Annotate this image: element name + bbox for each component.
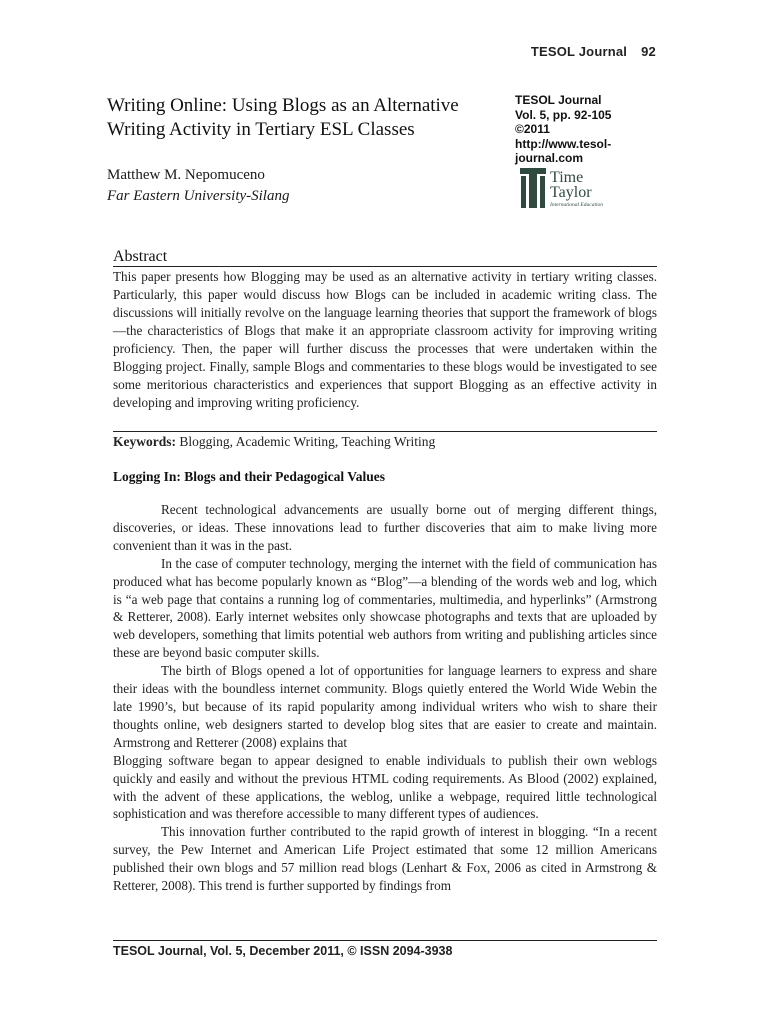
time-taylor-logo <box>519 166 631 210</box>
logo-text-taylor: Taylor <box>550 184 592 201</box>
journal-info-url-1: http://www.tesol- <box>515 136 612 151</box>
journal-info-url-2: journal.com <box>515 151 584 165</box>
running-head <box>531 44 656 59</box>
body-paragraph-2: In the case of computer technology, merging the internet with the field of communication has produced what has become popularly known as “Blog”—a blending of the words web and log, which is “a web page that contains a running log of commentaries, multimedia, and hyperlinks” (Armstrong & Retterer, 2008). Early internet websites only showcase photographs and texts that are uploaded by web developers, something that limits potential web authors from writing and publishing articles since these are beyond basic computer skills. <box>113 555 657 661</box>
paper-title: Writing Online: Using Blogs as an Alternative Writing Activity in Tertiary ESL Classes <box>107 95 459 140</box>
author-name: Matthew M. Nepomuceno <box>107 167 265 183</box>
abstract-heading: Abstract <box>113 248 168 265</box>
journal-info-volume: Vol. 5, pp. 92-105 <box>515 107 612 122</box>
journal-info <box>515 93 665 166</box>
body-paragraph-5: This innovation further contributed to the rapid growth of interest in blogging. “In a recent survey, the Pew Internet and American Life Project estimated that some 12 million Americans published their own blogs and 57 million read blogs (Lenhart & Fox, 2006 as cited in Armstrong & Retterer, 2008). This trend is further supported by findings from <box>113 824 657 894</box>
abstract-text: This paper presents how Blogging may be used as an alternative activity in tertiary writing classes. Particularly, this paper would discuss how Blogs can be included in academic writing class. The discussions will initially revolve on the language learning theories that support the framework of blogs—the characteristics of Blogs that make it an appropriate classroom activity for improving writing proficiency. Then, the paper will further discuss the processes that were undertaken within the Blogging project. Finally, sample Blogs and commentaries to these blogs would be investigated to see some meritorious characteristics and experiences that support Blogging as an effective activity in developing and improving writing proficiency. <box>113 269 657 410</box>
body-paragraph-1: Recent technological advancements are usually borne out of merging different things, discoveries, or ideas. These innovations lead to further discoveries that aim to make living more convenient than it was in the past. <box>113 502 657 553</box>
journal-info-name: TESOL Journal <box>515 93 602 107</box>
page-number: 92 <box>641 44 656 59</box>
body-text <box>113 501 657 895</box>
abstract-bottom-rule <box>113 431 657 432</box>
journal-info-year: ©2011 <box>515 122 550 136</box>
keywords-label: Keywords: <box>113 434 176 449</box>
running-head-journal: TESOL Journal <box>530 44 628 59</box>
footer-rule <box>113 940 657 941</box>
body-paragraph-3: The birth of Blogs opened a lot of opportunities for language learners to express and share their ideas with the boundless internet community. Blogs quietly entered the World Wide Webin the late 1990’s, but because of its rapid popularity among individual writers who wish to share their thoughts online, web designers started to develop blog sites that are easier to create and maintain. Armstrong and Retterer (2008) explains that <box>113 663 657 750</box>
page-footer: TESOL Journal, Vol. 5, December 2011, © ISSN 2094-3938 <box>113 944 453 958</box>
logo-text-tagline: International Education <box>550 202 604 208</box>
abstract-top-rule <box>113 266 657 267</box>
author-affiliation: Far Eastern University-Silang <box>107 188 290 204</box>
logo-text-time: Time <box>550 169 584 186</box>
body-paragraph-4: Blogging software began to appear designed to enable individuals to publish their own weblogs quickly and easily and without the previous HTML coding requirements. As Blood (2002) explained, with the advent of these applications, the weblog, unlike a webpage, required little technological sophistication and was therefore accessible to many different types of audiences. <box>113 752 657 822</box>
keywords-line <box>113 433 435 451</box>
keywords-value: Blogging, Academic Writing, Teaching Writing <box>179 434 436 449</box>
section-heading: Logging In: Blogs and their Pedagogical Values <box>113 469 386 484</box>
